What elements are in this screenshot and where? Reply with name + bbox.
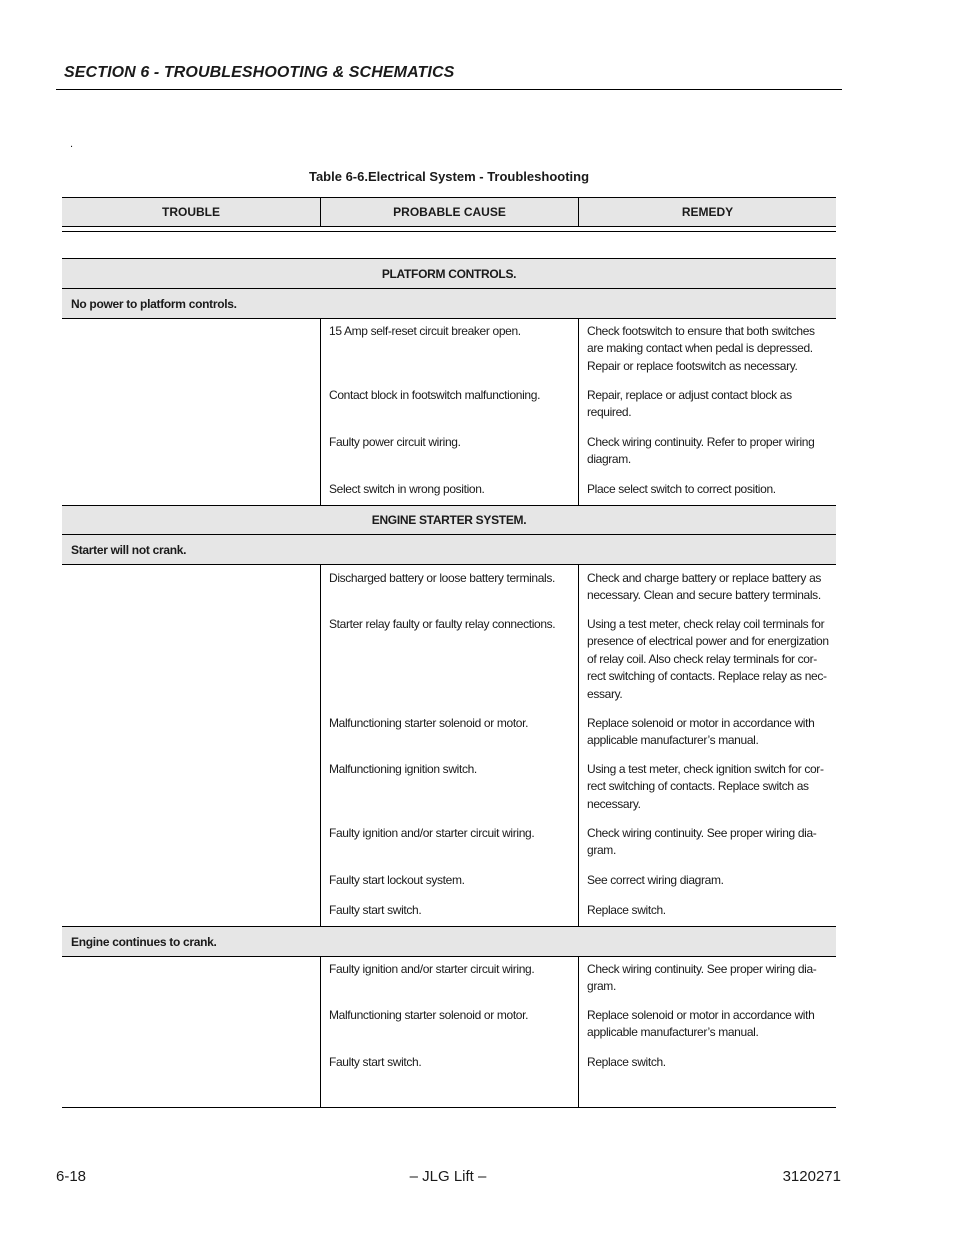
remedy-cell: See correct wiring diagram. — [587, 873, 724, 887]
remedy-cell: Repair, replace or adjust contact block as required. — [587, 388, 792, 420]
trouble-band-engine-continues-to-crank: Engine continues to crank. — [62, 926, 836, 956]
header-double-rule — [62, 228, 836, 232]
column-header-trouble: TROUBLE — [162, 205, 220, 219]
cause-cell: 15 Amp self-reset circuit breaker open. — [329, 324, 521, 338]
remedy-cell: Check wiring continuity. See proper wiring dia-gram. — [587, 962, 817, 994]
cause-cell: Malfunctioning ignition switch. — [329, 762, 477, 776]
remedy-cell: Replace solenoid or motor in accordance with applicable manufacturer’s manual. — [587, 1008, 815, 1040]
row-group-platform — [62, 318, 836, 505]
cause-cell: Malfunctioning starter solenoid or motor. — [329, 1008, 529, 1022]
cause-cell: Faulty start switch. — [329, 903, 422, 917]
remedy-cell: Check and charge battery or replace battery as necessary. Clean and secure battery terminals. — [587, 571, 822, 603]
cause-cell: Contact block in footswitch malfunctioning. — [329, 388, 541, 402]
footer-brand: – JLG Lift – — [409, 1168, 487, 1185]
cause-cell: Faulty start switch. — [329, 1055, 422, 1069]
column-divider — [578, 565, 579, 926]
cause-cell: Faulty ignition and/or starter circuit wiring. — [329, 826, 535, 840]
cause-cell: Faulty power circuit wiring. — [329, 435, 461, 449]
cause-cell: Malfunctioning starter solenoid or motor. — [329, 716, 529, 730]
column-divider — [578, 957, 579, 1107]
cause-cell: Starter relay faulty or faulty relay connections. — [329, 617, 556, 631]
trouble-band-starter-will-not-crank: Starter will not crank. — [62, 534, 836, 564]
table-caption: Table 6-6.Electrical System - Troubleshooting — [308, 169, 590, 184]
cause-cell: Faulty start lockout system. — [329, 873, 465, 887]
table-header — [62, 197, 836, 227]
section-title: SECTION 6 - TROUBLESHOOTING & SCHEMATICS — [64, 64, 455, 81]
section-band-engine-starter: ENGINE STARTER SYSTEM. — [62, 505, 836, 534]
trouble-band-no-power: No power to platform controls. — [62, 288, 836, 318]
table-bottom-rule — [62, 1107, 836, 1108]
remedy-cell: Replace solenoid or motor in accordance with applicable manufacturer’s manual. — [587, 716, 815, 748]
cause-cell: Select switch in wrong position. — [329, 482, 485, 496]
column-divider — [320, 565, 321, 926]
column-header-probable-cause: PROBABLE CAUSE — [320, 198, 578, 226]
remedy-cell: Check wiring continuity. See proper wiring dia-gram. — [587, 826, 817, 858]
footer-doc-number: 3120271 — [782, 1168, 841, 1185]
remedy-cell: Check wiring continuity. Refer to proper wiring diagram. — [587, 435, 815, 467]
section-band-platform-controls: PLATFORM CONTROLS. — [62, 258, 836, 288]
section-rule — [56, 89, 842, 90]
remedy-cell: Place select switch to correct position. — [587, 482, 776, 496]
column-divider — [320, 319, 321, 505]
cause-cell: Discharged battery or loose battery terminals. — [329, 571, 556, 585]
remedy-cell: Replace switch. — [587, 903, 666, 917]
column-divider — [320, 957, 321, 1107]
remedy-cell: Using a test meter, check ignition switch for cor-rect switching of contacts. Replace switch as necessary. — [587, 762, 824, 811]
cause-cell: Faulty ignition and/or starter circuit wiring. — [329, 962, 535, 976]
row-group-starter — [62, 564, 836, 926]
column-divider — [578, 319, 579, 505]
remedy-cell: Check footswitch to ensure that both switches are making contact when pedal is depressed. Repair or replace footswitch as necessary. — [587, 324, 815, 373]
remedy-cell: Replace switch. — [587, 1055, 666, 1069]
row-group-continues — [62, 956, 836, 1107]
remedy-cell: Using a test meter, check relay coil terminals for presence of electrical power and for energization of relay coil. Also check relay terminals for cor-rect switching of contacts. Replace relay as nec-essary. — [587, 617, 829, 701]
stray-dot: . — [70, 138, 74, 150]
column-header-remedy: REMEDY — [578, 198, 836, 226]
footer-page-number: 6-18 — [56, 1168, 87, 1185]
